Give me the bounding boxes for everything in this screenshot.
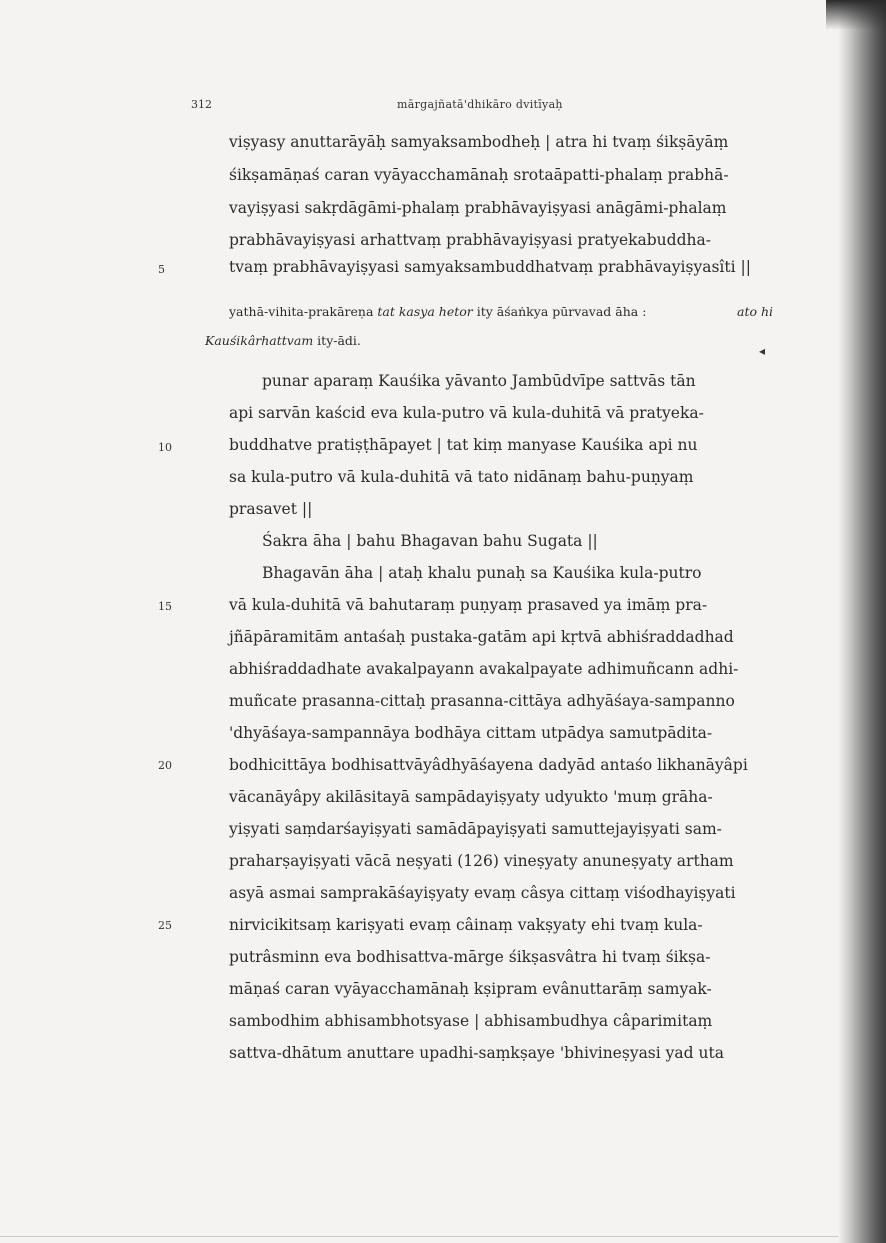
commentary-text: yathā-vihita-prakāreṇa — [229, 304, 374, 319]
line-number: 20 — [158, 759, 172, 772]
running-title: mārgajñatā'dhikāro dvitīyaḥ — [397, 98, 563, 111]
text-line: 'dhyāśaya-sampannāya bodhāya cittam utpādya samutpādita- — [229, 724, 713, 742]
text-line: sambodhim abhisambhotsyase | abhisambudhya câparimitaṃ — [229, 1012, 713, 1030]
text-line: vā kula-duhitā vā bahutaraṃ puṇyaṃ prasaved ya imāṃ pra- — [229, 596, 708, 614]
text-line: jñāpāramitām antaśaḥ pustaka-gatām api kṛtvā abhiśraddadhad — [229, 628, 734, 646]
text-line: sattva-dhātum anuttare upadhi-saṃkṣaye 'bhivineṣyasi yad uta — [229, 1044, 724, 1062]
text-line: nirvicikitsaṃ kariṣyati evaṃ câinaṃ vakṣyaty ehi tvaṃ kula- — [229, 916, 703, 934]
text-line: api sarvān kaścid eva kula-putro vā kula-duhitā vā pratyeka- — [229, 404, 704, 422]
text-line: yiṣyati saṃdarśayiṣyati samādāpayiṣyati samuttejayiṣyati sam- — [229, 820, 722, 838]
text-line: buddhatve pratiṣṭhāpayet | tat kiṃ manyase Kauśika api nu — [229, 436, 698, 454]
margin-mark: ◂ — [759, 344, 766, 358]
corner-shadow — [826, 0, 886, 30]
text-line: putrâsminn eva bodhisattva-mārge śikṣasvâtra hi tvaṃ śikṣa- — [229, 948, 711, 966]
line-number: 25 — [158, 919, 172, 932]
commentary-quote: tat kasya hetor — [377, 304, 473, 319]
text-line: asyā asmai samprakāśayiṣyaty evaṃ câsya cittaṃ viśodhayiṣyati — [229, 884, 736, 902]
text-line: prabhāvayiṣyasi arhattvaṃ prabhāvayiṣyasi pratyekabuddha- — [229, 231, 711, 249]
text-line: Śakra āha | bahu Bhagavan bahu Sugata || — [262, 532, 598, 550]
commentary-text: ity āśaṅkya pūrvavad āha : — [476, 304, 647, 319]
text-line: vācanāyâpy akilāsitayā sampādayiṣyaty udyukto 'muṃ grāha- — [229, 788, 713, 806]
text-line: Bhagavān āha | ataḥ khalu punaḥ sa Kauśika kula-putro — [262, 564, 702, 582]
text-line: viṣyasy anuttarāyāḥ samyaksambodheḥ | atra hi tvaṃ śikṣāyāṃ — [229, 133, 729, 151]
commentary-line-1 — [229, 304, 646, 319]
commentary-text: ity-ādi. — [317, 333, 361, 348]
book-spine-shadow — [838, 0, 886, 1243]
line-number: 5 — [158, 263, 165, 276]
text-line: muñcate prasanna-cittaḥ prasanna-cittāya adhyāśaya-sampanno — [229, 692, 735, 710]
text-line: śikṣamāṇaś caran vyāyacchamānaḥ srotaāpatti-phalaṃ prabhā- — [229, 166, 729, 184]
commentary-quote-end: ato hi — [737, 304, 774, 319]
text-line: abhiśraddadhate avakalpayann avakalpayate adhimuñcann adhi- — [229, 660, 739, 678]
line-number: 15 — [158, 600, 172, 613]
commentary-quote: Kauśikârhattvam — [205, 333, 314, 348]
page-bottom-edge — [0, 1236, 838, 1237]
text-line: praharṣayiṣyati vācā neṣyati (126) vineṣyaty anuneṣyaty artham — [229, 852, 734, 870]
text-line: māṇaś caran vyāyacchamānaḥ kṣipram evânuttarāṃ samyak- — [229, 980, 712, 998]
text-line: punar aparaṃ Kauśika yāvanto Jambūdvīpe sattvās tān — [262, 372, 696, 390]
text-line: tvaṃ prabhāvayiṣyasi samyaksambuddhatvaṃ prabhāvayiṣyasîti || — [229, 258, 751, 276]
line-number: 10 — [158, 441, 172, 454]
page-number: 312 — [191, 98, 212, 111]
text-line: bodhicittāya bodhisattvāyâdhyāśayena dadyād antaśo likhanāyâpi — [229, 756, 748, 774]
text-line: sa kula-putro vā kula-duhitā vā tato nidānaṃ bahu-puṇyaṃ — [229, 468, 694, 486]
commentary-line-2 — [205, 333, 361, 348]
text-line: prasavet || — [229, 500, 313, 518]
text-line: vayiṣyasi sakṛdāgāmi-phalaṃ prabhāvayiṣyasi anāgāmi-phalaṃ — [229, 199, 727, 217]
